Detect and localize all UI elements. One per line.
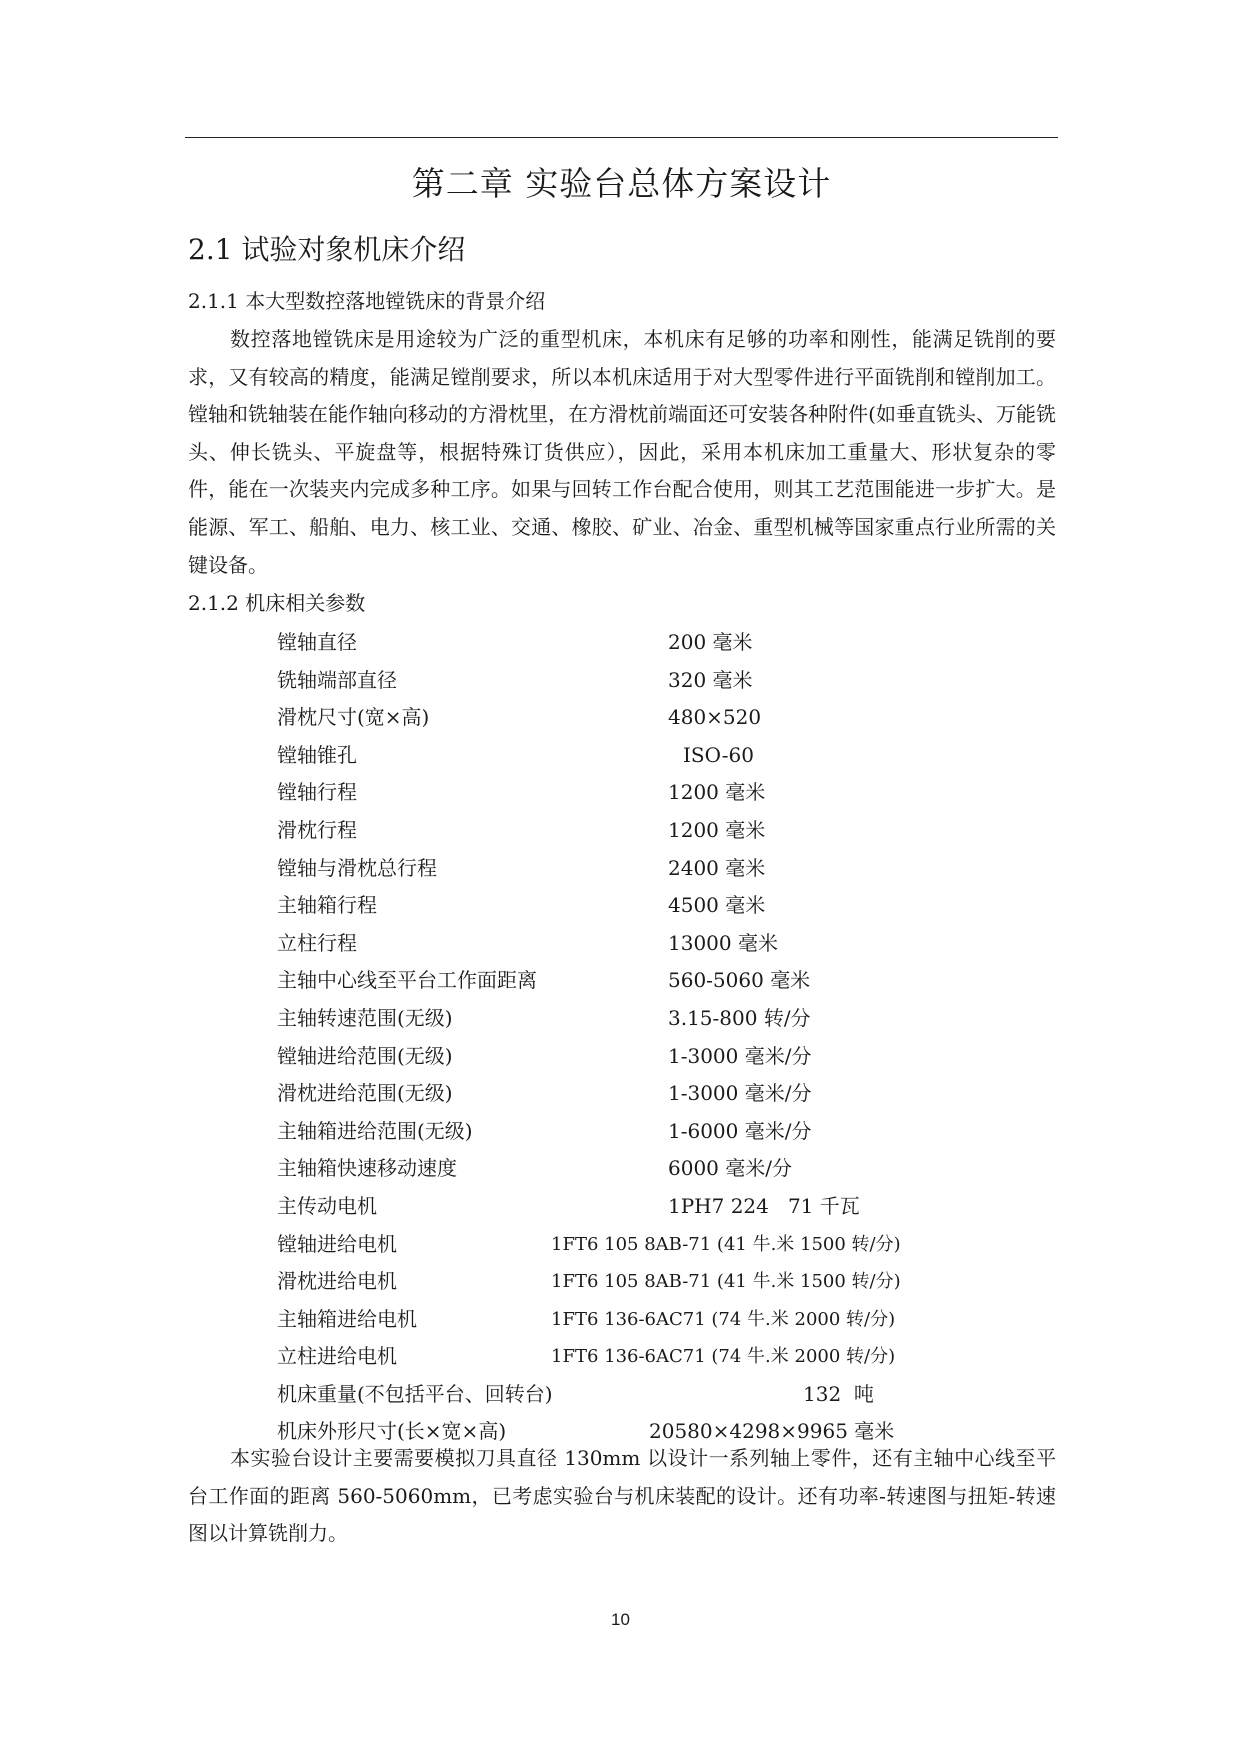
parameter-name: 滑枕进给电机 (277, 1269, 397, 1294)
parameter-list (0, 624, 1241, 1451)
parameter-value: 4500 毫米 (668, 893, 766, 918)
parameter-value: ISO-60 (683, 742, 754, 767)
parameter-value: 6000 毫米/分 (668, 1156, 792, 1181)
parameter-name: 镗轴行程 (277, 780, 357, 805)
parameter-row (0, 962, 1241, 1000)
parameter-row (0, 1188, 1241, 1226)
parameter-name: 镗轴与滑枕总行程 (277, 855, 437, 880)
header-rule (185, 137, 1058, 138)
parameter-value: 1-3000 毫米/分 (668, 1081, 812, 1106)
parameter-value: 1FT6 105 8AB-71 (41 牛.米 1500 转/分) (551, 1233, 901, 1255)
parameter-name: 主轴箱快速移动速度 (277, 1156, 457, 1181)
parameter-name: 镗轴直径 (277, 630, 357, 654)
parameter-name: 主轴箱行程 (277, 893, 377, 918)
parameter-value: 132 吨 (803, 1381, 874, 1406)
parameter-row (0, 1338, 1241, 1376)
parameter-name: 滑枕尺寸(宽×高) (277, 705, 430, 730)
parameter-name: 镗轴进给电机 (277, 1231, 397, 1256)
parameter-row (0, 624, 1241, 662)
parameter-name: 机床重量(不包括平台、回转台) (277, 1381, 553, 1406)
parameter-row (0, 1075, 1241, 1113)
parameter-name: 立柱行程 (277, 930, 357, 955)
parameter-name: 镗轴锥孔 (277, 742, 357, 767)
parameter-name: 滑枕行程 (277, 817, 357, 842)
parameter-value: 480×520 (668, 705, 762, 730)
parameter-row (0, 1113, 1241, 1151)
parameter-row (0, 850, 1241, 888)
parameter-row (0, 1301, 1241, 1339)
parameter-row (0, 1000, 1241, 1038)
parameter-value: 1FT6 105 8AB-71 (41 牛.米 1500 转/分) (551, 1271, 901, 1293)
parameter-value: 3.15-800 转/分 (668, 1005, 811, 1030)
parameter-row (0, 812, 1241, 850)
parameter-name: 立柱进给电机 (277, 1344, 397, 1369)
section-title: 2.1 试验对象机床介绍 (188, 233, 466, 266)
parameter-name: 主轴转速范围(无级) (277, 1005, 453, 1030)
parameter-name: 主轴箱进给电机 (277, 1306, 417, 1331)
parameter-value: 1FT6 136-6AC71 (74 牛.米 2000 转/分) (551, 1346, 896, 1368)
parameter-name: 主传动电机 (277, 1193, 377, 1218)
parameter-name: 铣轴端部直径 (277, 667, 397, 692)
parameter-value: 1-3000 毫米/分 (668, 1043, 812, 1068)
parameter-row (0, 1376, 1241, 1414)
parameter-value: 1200 毫米 (668, 780, 766, 805)
parameter-row (0, 737, 1241, 775)
parameter-name: 镗轴进给范围(无级) (277, 1043, 453, 1068)
parameter-row (0, 662, 1241, 700)
parameter-name: 主轴中心线至平台工作面距离 (277, 968, 537, 993)
parameter-name: 滑枕进给范围(无级) (277, 1081, 453, 1106)
parameter-row (0, 1263, 1241, 1301)
parameter-value: 320 毫米 (668, 667, 753, 692)
parameter-value: 2400 毫米 (668, 855, 766, 880)
parameter-value: 1PH7 224 71 千瓦 (668, 1193, 860, 1218)
parameter-row (0, 1150, 1241, 1188)
parameter-row (0, 925, 1241, 963)
subsection-heading-background: 2.1.1 本大型数控落地镗铣床的背景介绍 (188, 289, 546, 313)
parameter-value: 1200 毫米 (668, 817, 766, 842)
paragraph-background: 数控落地镗铣床是用途较为广泛的重型机床，本机床有足够的功率和刚性，能满足铣削的要求，又有较高的精度，能满足镗削要求，所以本机床适用于对大型零件进行平面铣削和镗削加工。镗轴和铣轴装在能作轴向移动的方滑枕里，在方滑枕前端面还可安装各种附件(如垂直铣头、万能铣头、伸长铣头、平旋盘等，根据特殊订货供应），因此，采用本机床加工重量大、形状复杂的零件，能在一次装夹内完成多种工序。如果与回转工作台配合使用，则其工艺范围能进一步扩大。是能源、军工、船舶、电力、核工业、交通、橡胶、矿业、冶金、重型机械等国家重点行业所需的关键设备。 (188, 327, 1056, 577)
parameter-value: 1FT6 136-6AC71 (74 牛.米 2000 转/分) (551, 1308, 896, 1330)
parameter-row (0, 774, 1241, 812)
parameter-row (0, 699, 1241, 737)
parameter-value: 13000 毫米 (668, 930, 778, 955)
parameter-value: 1-6000 毫米/分 (668, 1118, 812, 1143)
parameter-value: 20580×4298×9965 毫米 (649, 1419, 895, 1444)
parameter-name: 机床外形尺寸(长×宽×高) (277, 1419, 507, 1444)
parameter-row (0, 1226, 1241, 1264)
parameter-name: 主轴箱进给范围(无级) (277, 1118, 473, 1143)
paragraph-design-summary: 本实验台设计主要需要模拟刀具直径 130mm 以设计一系列轴上零件，还有主轴中心线至平台工作面的距离 560-5060mm，已考虑实验台与机床装配的设计。还有功率-转速图与扭矩-转速图以计算铣削力。 (188, 1446, 1056, 1546)
subsection-heading-parameters: 2.1.2 机床相关参数 (188, 591, 366, 615)
chapter-title: 第二章 实验台总体方案设计 (411, 164, 832, 203)
parameter-row (0, 1038, 1241, 1076)
parameter-value: 560-5060 毫米 (668, 968, 811, 993)
parameter-value: 200 毫米 (668, 630, 753, 654)
parameter-row (0, 887, 1241, 925)
page-number: 10 (611, 1610, 630, 1629)
